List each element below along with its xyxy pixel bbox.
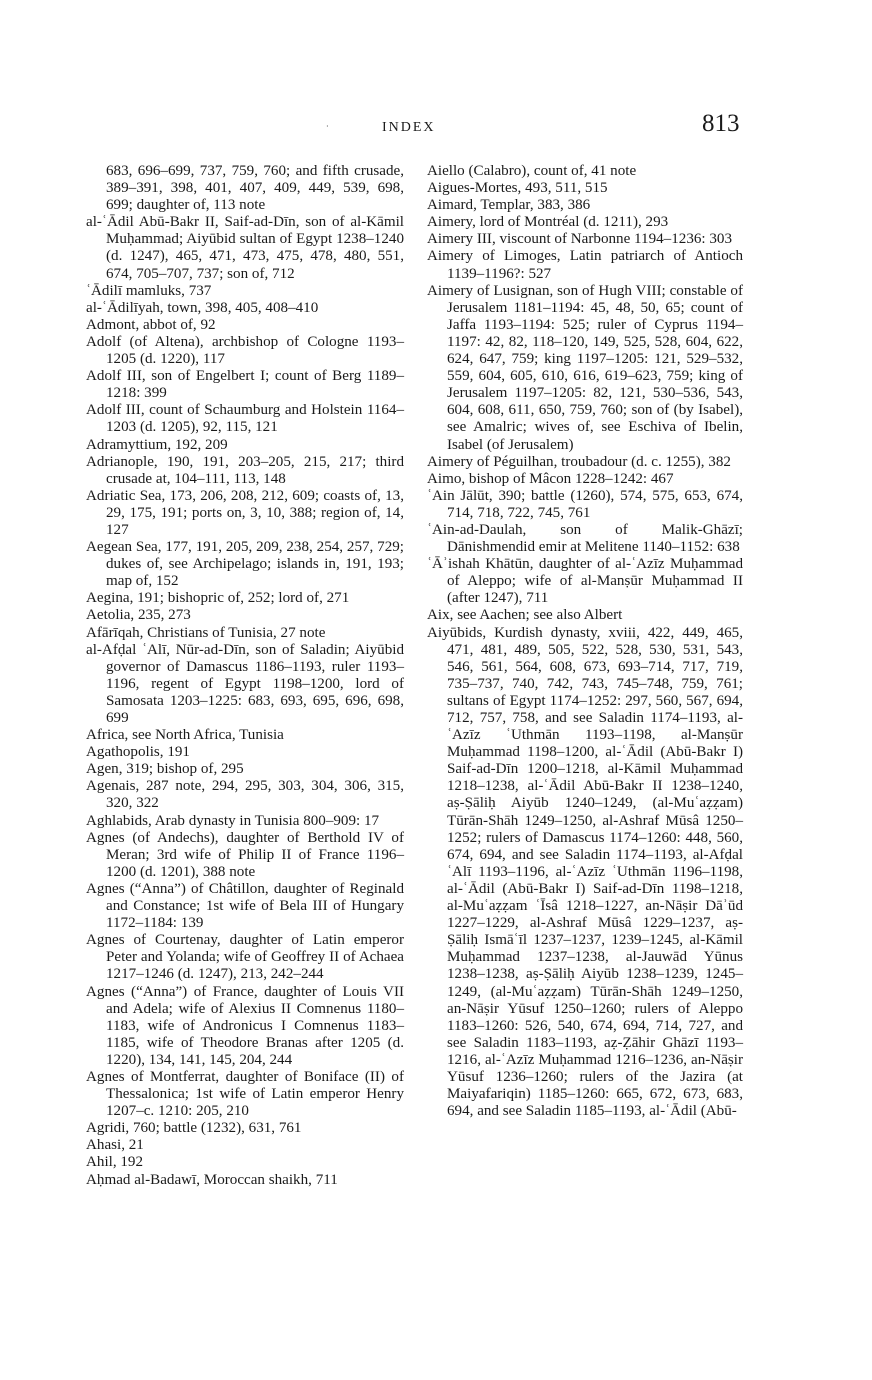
index-entry: Africa, see North Africa, Tunisia bbox=[86, 727, 284, 744]
index-entry: Ahasi, 21 bbox=[86, 1137, 144, 1154]
index-entry: Admont, abbot of, 92 bbox=[86, 316, 216, 333]
index-entry: ʿAin Jālūt, 390; battle (1260), 574, 575, 653, 674, 714, 718, 722, 745, 761 bbox=[427, 487, 743, 521]
index-column-right bbox=[427, 163, 743, 1120]
index-entry: Aimery of Lusignan, son of Hugh VIII; constable of Jerusalem 1181–1194: 45, 48, 50, 65; count of Jaffa 1193–1194: 525; ruler of Cyprus 1194–1197: 42, 82, 118–120, 149, 525, 528, 604, 622, 624, 647, 759; king 1197–1205: 121, 529–532, 559, 604, 605, 610, 616, 619–623, 759; king of Jerusalem 1197–1205: 82, 121, 530–536, 543, 604, 608, 611, 650, 759, 760; son of (by Isabel), see Amalric; wives of, see Eschiva of Ibelin, Isabel (of Jerusalem) bbox=[427, 282, 743, 453]
page-number: 813 bbox=[702, 110, 740, 137]
index-entry: Adolf III, son of Engelbert I; count of Berg 1189–1218: 399 bbox=[86, 368, 404, 402]
index-entry: Aḥmad al-Badawī, Moroccan shaikh, 711 bbox=[86, 1171, 338, 1188]
index-entry: Agathopolis, 191 bbox=[86, 744, 190, 761]
index-entry: 683, 696–699, 737, 759, 760; and fifth crusade, 389–391, 398, 401, 407, 409, 449, 539, 698, 699; daughter of, 113 note bbox=[106, 163, 404, 214]
index-entry: ʿĀdilī mamluks, 737 bbox=[86, 282, 212, 299]
index-entry: Agen, 319; bishop of, 295 bbox=[86, 761, 244, 778]
index-entry: Aiello (Calabro), count of, 41 note bbox=[427, 163, 637, 179]
index-entry: Aimery of Limoges, Latin patriarch of Antioch 1139–1196?: 527 bbox=[427, 248, 743, 282]
page-header-title: INDEX bbox=[382, 120, 436, 135]
index-entry: Agenais, 287 note, 294, 295, 303, 304, 306, 315, 320, 322 bbox=[86, 778, 404, 812]
index-entry: Aigues-Mortes, 493, 511, 515 bbox=[427, 180, 608, 197]
index-entry: Agnes (of Andechs), daughter of Berthold IV of Meran; 3rd wife of Philip II of France 1196–1200 (d. 1201), 388 note bbox=[86, 829, 404, 880]
index-entry: Adolf III, count of Schaumburg and Holstein 1164–1203 (d. 1205), 92, 115, 121 bbox=[86, 402, 404, 436]
index-entry: al-Afḍal ʿAlī, Nūr-ad-Dīn, son of Saladin; Aiyūbid governor of Damascus 1186–1193, ruler 1193–1196, regent of Egypt 1198–1200, lord of Samosata 1203–1225: 683, 693, 695, 696, 698, 699 bbox=[86, 641, 404, 726]
index-entry: Ahil, 192 bbox=[86, 1154, 144, 1171]
index-entry: Aimo, bishop of Mâcon 1228–1242: 467 bbox=[427, 470, 674, 487]
index-entry: Aimery III, viscount of Narbonne 1194–1236: 303 bbox=[427, 231, 733, 248]
index-entry: Aimery, lord of Montréal (d. 1211), 293 bbox=[427, 214, 669, 231]
index-column-left bbox=[86, 163, 404, 1189]
index-entry: Aix, see Aachen; see also Albert bbox=[427, 607, 623, 624]
index-entry: Agridi, 760; battle (1232), 631, 761 bbox=[86, 1120, 302, 1137]
header-dot: · bbox=[326, 122, 329, 131]
index-entry: Agnes (“Anna”) of France, daughter of Louis VII and Adela; wife of Alexius II Comnenus 1180–1183, wife of Andronicus I Comnenus 1183–1185, wife of Theodore Branas after 1205 (d. 1220), 134, 141, 145, 204, 244 bbox=[86, 983, 404, 1068]
index-entry: Afārīqah, Christians of Tunisia, 27 note bbox=[86, 624, 326, 641]
index-entry: Aetolia, 235, 273 bbox=[86, 607, 191, 624]
index-entry: Aimery of Péguilhan, troubadour (d. c. 1255), 382 bbox=[427, 453, 731, 470]
index-entry: Agnes (“Anna”) of Châtillon, daughter of Reginald and Constance; 1st wife of Bela III of Hungary 1172–1184: 139 bbox=[86, 880, 404, 932]
index-entry: ʿĀʾishah Khātūn, daughter of al-ʿAzīz Muḥammad of Aleppo; wife of al-Manṣūr Muḥammad II (after 1247), 711 bbox=[427, 556, 743, 607]
index-entry: Adriatic Sea, 173, 206, 208, 212, 609; coasts of, 13, 29, 175, 191; ports on, 3, 10, 388; region of, 14, 127 bbox=[86, 487, 404, 538]
index-entry: Aiyūbids, Kurdish dynasty, xviii, 422, 449, 465, 471, 481, 489, 505, 522, 528, 530, 531, 543, 546, 561, 564, 608, 673, 693–714, 717, 719, 735–737, 740, 742, 743, 745–748, 759, 761; sultans of Egypt 1174–1252: 297, 560, 567, 694, 712, 757, 758, and see Saladin 1174–1193, al-ʿAzīz ʿUthmān 1193–1198, al-Manṣūr Muḥammad 1198–1200, al-ʿĀdil (Abū-Bakr I) Saif-ad-Dīn 1200–1218, al-Kāmil Muḥammad 1218–1238, al-ʿĀdil Abū-Bakr II 1238–1240, aṣ-Ṣāliḥ Aiyūb 1240–1249, (al-Muʿaẓẓam) Tūrān-Shāh 1249–1250, al-Ashraf Mūsâ 1250–1252; rulers of Damascus 1174–1260: 448, 560, 674, 694, and see Saladin 1174–1193, al-Afḍal ʿAlī 1193–1196, al-ʿAzīz ʿUthmān 1196–1198, al-ʿĀdil (Abū-Bakr I) Saif-ad-Dīn 1198–1218, al-Muʿaẓẓam ʿĪsâ 1218–1227, an-Nāṣir Dāʾūd 1227–1229, al-Ashraf Mūsâ 1229–1237, aṣ-Ṣāliḥ Ismāʿīl 1237–1237, 1239–1245, al-Kāmil Muḥammad 1237–1238, al-Jauwād Yūnus 1238–1238, aṣ-Ṣāliḥ Aiyūb 1238–1239, 1245–1249, (al-Muʿaẓẓam) Tūrān-Shāh 1249–1250, an-Nāṣir Yūsuf 1250–1260; rulers of Aleppo 1183–1260: 526, 540, 674, 694, 714, 727, and see Saladin 1183–1193, aẓ-Ẓāhir Ghāzī 1193–1216, al-ʿAzīz Muḥammad 1216–1236, an-Nāṣir Yūsuf 1236–1260; rulers of the Jazira (at Maiyafariqin) 1185–1260: 665, 672, 673, 683, 694, and see Saladin 1185–1193, al-ʿĀdil (Abū- bbox=[427, 624, 743, 1120]
index-entry: Aghlabids, Arab dynasty in Tunisia 800–909: 17 bbox=[86, 812, 380, 829]
index-entry: Adolf (of Altena), archbishop of Cologne 1193–1205 (d. 1220), 117 bbox=[86, 333, 404, 368]
index-entry: al-ʿĀdil Abū-Bakr II, Saif-ad-Dīn, son of al-Kāmil Muḥammad; Aiyūbid sultan of Egypt 1238–1240 (d. 1247), 465, 471, 473, 475, 478, 480, 551, 674, 705–707, 737; son of, 712 bbox=[86, 214, 404, 282]
index-entry: Aimard, Templar, 383, 386 bbox=[427, 197, 591, 214]
index-entry: Adramyttium, 192, 209 bbox=[86, 436, 228, 453]
index-entry: Adrianople, 190, 191, 203–205, 215, 217; third crusade at, 104–111, 113, 148 bbox=[86, 453, 404, 487]
index-entry: Aegean Sea, 177, 191, 205, 209, 238, 254, 257, 729; dukes of, see Archipelago; islands in, 191, 193; map of, 152 bbox=[86, 539, 404, 590]
index-entry: al-ʿĀdilīyah, town, 398, 405, 408–410 bbox=[86, 299, 319, 316]
index-entry: Aegina, 191; bishopric of, 252; lord of, 271 bbox=[86, 590, 350, 607]
index-entry: ʿAin-ad-Daulah, son of Malik-Ghāzī; Dānishmendid emir at Melitene 1140–1152: 638 bbox=[427, 521, 743, 556]
index-entry: Agnes of Montferrat, daughter of Boniface (II) of Thessalonica; 1st wife of Latin emperor Henry 1207–c. 1210: 205, 210 bbox=[86, 1068, 404, 1120]
index-entry: Agnes of Courtenay, daughter of Latin emperor Peter and Yolanda; wife of Geoffrey II of Achaea 1217–1246 (d. 1247), 213, 242–244 bbox=[86, 932, 404, 983]
